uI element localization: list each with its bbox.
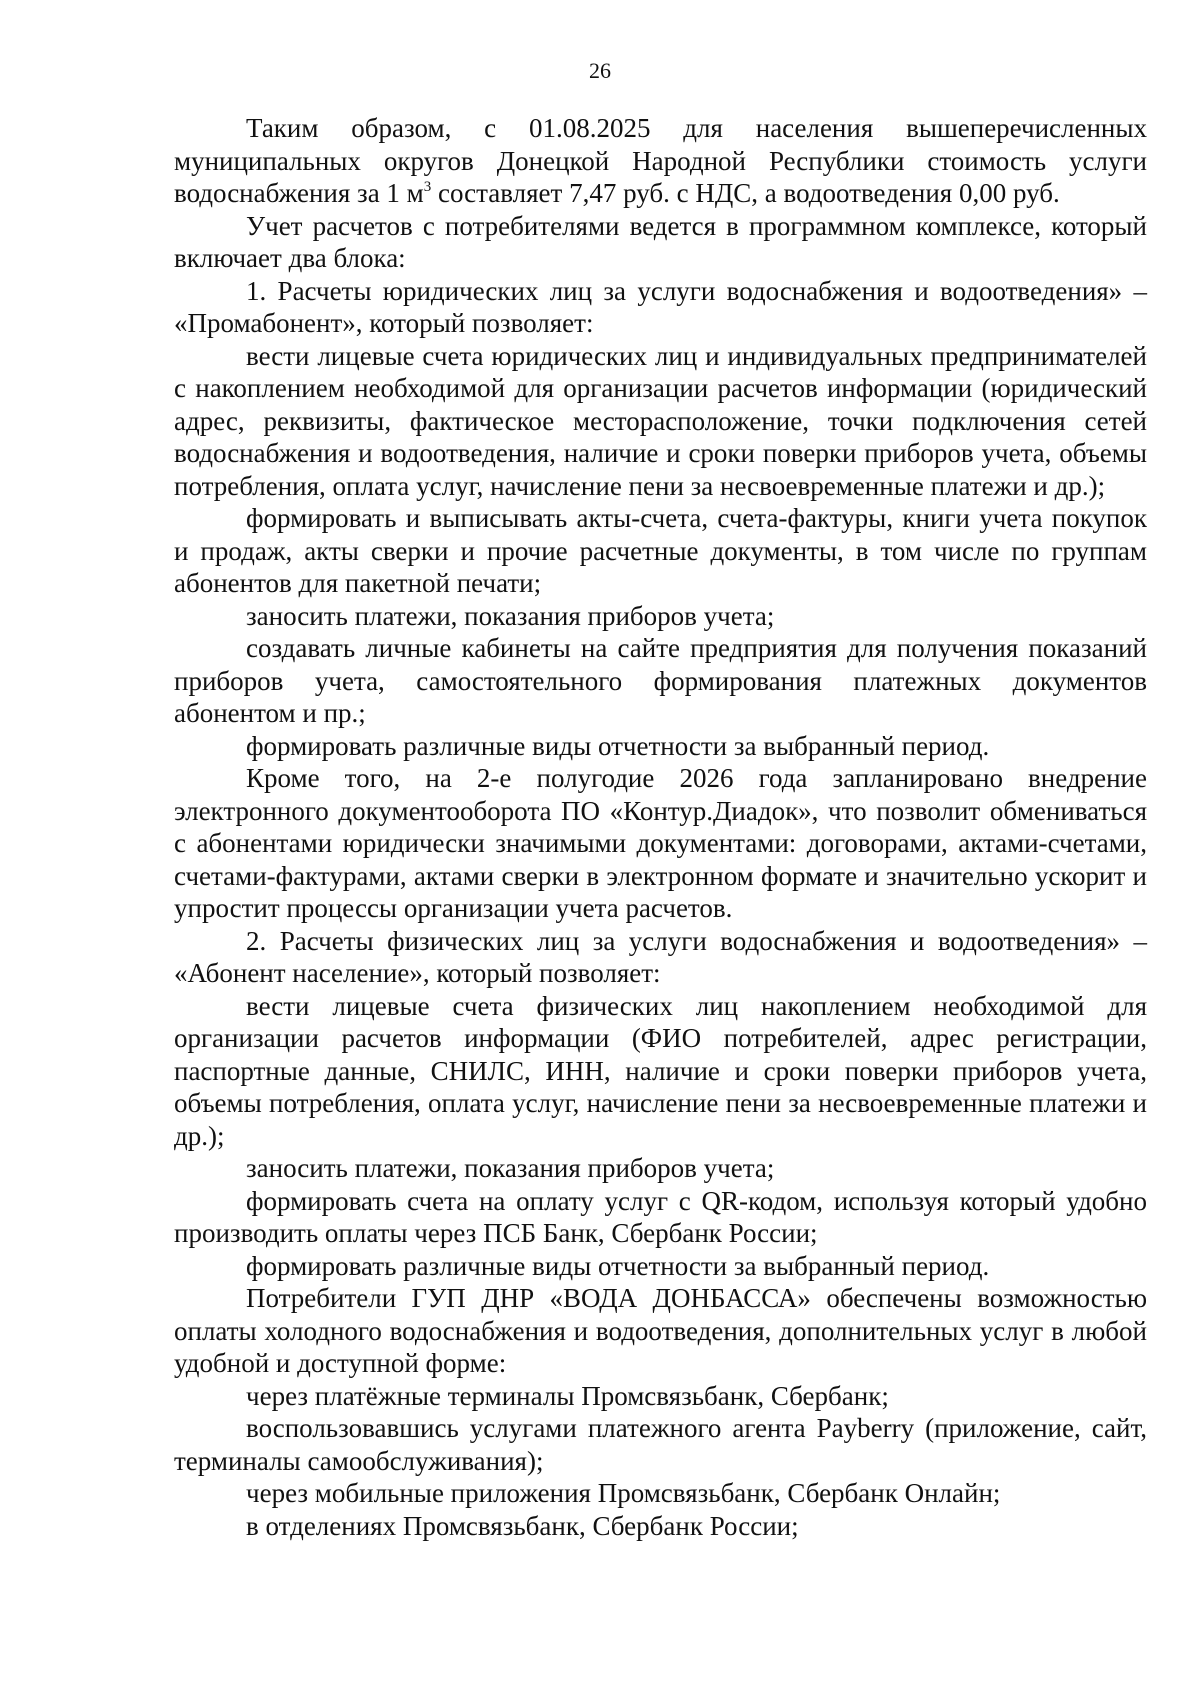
- cubic-superscript: 3: [423, 179, 432, 195]
- paragraph-block-2-accounts: вести лицевые счета физических лиц накоплением необходимой для организации расчетов информации (ФИО потребителей, адрес регистрации, паспортные данные, СНИЛС, ИНН, наличие и сроки поверки приборов учета, объемы потребления, оплата услуг, начисление пени за несвоевременные платежи и др.);: [174, 990, 1147, 1151]
- paragraph-terminals: через платёжные терминалы Промсвязьбанк, Сбербанк;: [246, 1380, 889, 1411]
- paragraph-mobile-apps: через мобильные приложения Промсвязьбанк, Сбербанк Онлайн;: [246, 1478, 1001, 1508]
- paragraph-accounting-intro: Учет расчетов с потребителями ведется в программном комплексе, который включает два блока:: [174, 210, 1147, 273]
- paragraph-payment-options: Потребители ГУП ДНР «ВОДА ДОНБАССА» обеспечены возможностью оплаты холодного водоснабжения и водоотведения, дополнительных услуг в любой удобной и доступной форме:: [174, 1283, 1147, 1378]
- paragraph-block-1-cabinets: создавать личные кабинеты на сайте предприятия для получения показаний приборов учета, самостоятельного формирования платежных документов абонентом и пр.;: [174, 633, 1147, 728]
- page-number: 26: [589, 58, 611, 83]
- paragraph-edo: Кроме того, на 2-е полугодие 2026 года запланировано внедрение электронного документооборота ПО «Контур.Диадок», что позволит обмениваться с абонентами юридически значимыми документами: договорами, актами-счетами, счетами-фактурами, актами сверки в электронном формате и значительно ускорит и упростит процессы организации учета расчетов.: [174, 763, 1147, 923]
- paragraph-block-1-reports: формировать различные виды отчетности за выбранный период.: [246, 730, 990, 761]
- paragraph-block-2-qr: формировать счета на оплату услуг с QR-кодом, используя который удобно производить оплаты через ПСБ Банк, Сбербанк России;: [174, 1185, 1147, 1248]
- paragraph-payberry: воспользовавшись услугами платежного агента Payberry (приложение, сайт, терминалы самообслуживания);: [174, 1413, 1147, 1476]
- paragraph-block-1: 1. Расчеты юридических лиц за услуги водоснабжения и водоотведения» – «Промабонент», который позволяет:: [174, 275, 1147, 338]
- tariff-text: Таким образом, с 01.08.2025 для населения вышеперечисленных муниципальных округов Донецкой Народной Республики стоимость услуги водоснабжения за 1 м: [174, 113, 1147, 208]
- paragraph-bank-branches: в отделениях Промсвязьбанк, Сбербанк России;: [246, 1510, 799, 1541]
- paragraph-block-1-documents: формировать и выписывать акты-счета, счета-фактуры, книги учета покупок и продаж, акты сверки и прочие расчетные документы, в том числе по группам абонентов для пакетной печати;: [174, 503, 1147, 598]
- paragraph-block-2-payments: заносить платежи, показания приборов учета;: [246, 1153, 775, 1183]
- tariff-text-end: составляет 7,47 руб. с НДС, а водоотведения 0,00 руб.: [431, 178, 1060, 208]
- paragraph-block-1-accounts: вести лицевые счета юридических лиц и индивидуальных предпринимателей с накоплением необходимой для организации расчетов информации (юридический адрес, реквизиты, фактическое месторасположение, точки подключения сетей водоснабжения и водоотведения, наличие и сроки поверки приборов учета, объемы потребления, оплата услуг, начисление пени за несвоевременные платежи и др.);: [174, 340, 1147, 501]
- paragraph-tariff: [174, 112, 1147, 210]
- paragraph-block-1-payments: заносить платежи, показания приборов учета;: [246, 600, 775, 631]
- document-body: [174, 112, 1147, 1542]
- paragraph-block-2: 2. Расчеты физических лиц за услуги водоснабжения и водоотведения» – «Абонент население», который позволяет:: [174, 925, 1147, 988]
- paragraph-block-2-reports: формировать различные виды отчетности за выбранный период.: [246, 1250, 990, 1281]
